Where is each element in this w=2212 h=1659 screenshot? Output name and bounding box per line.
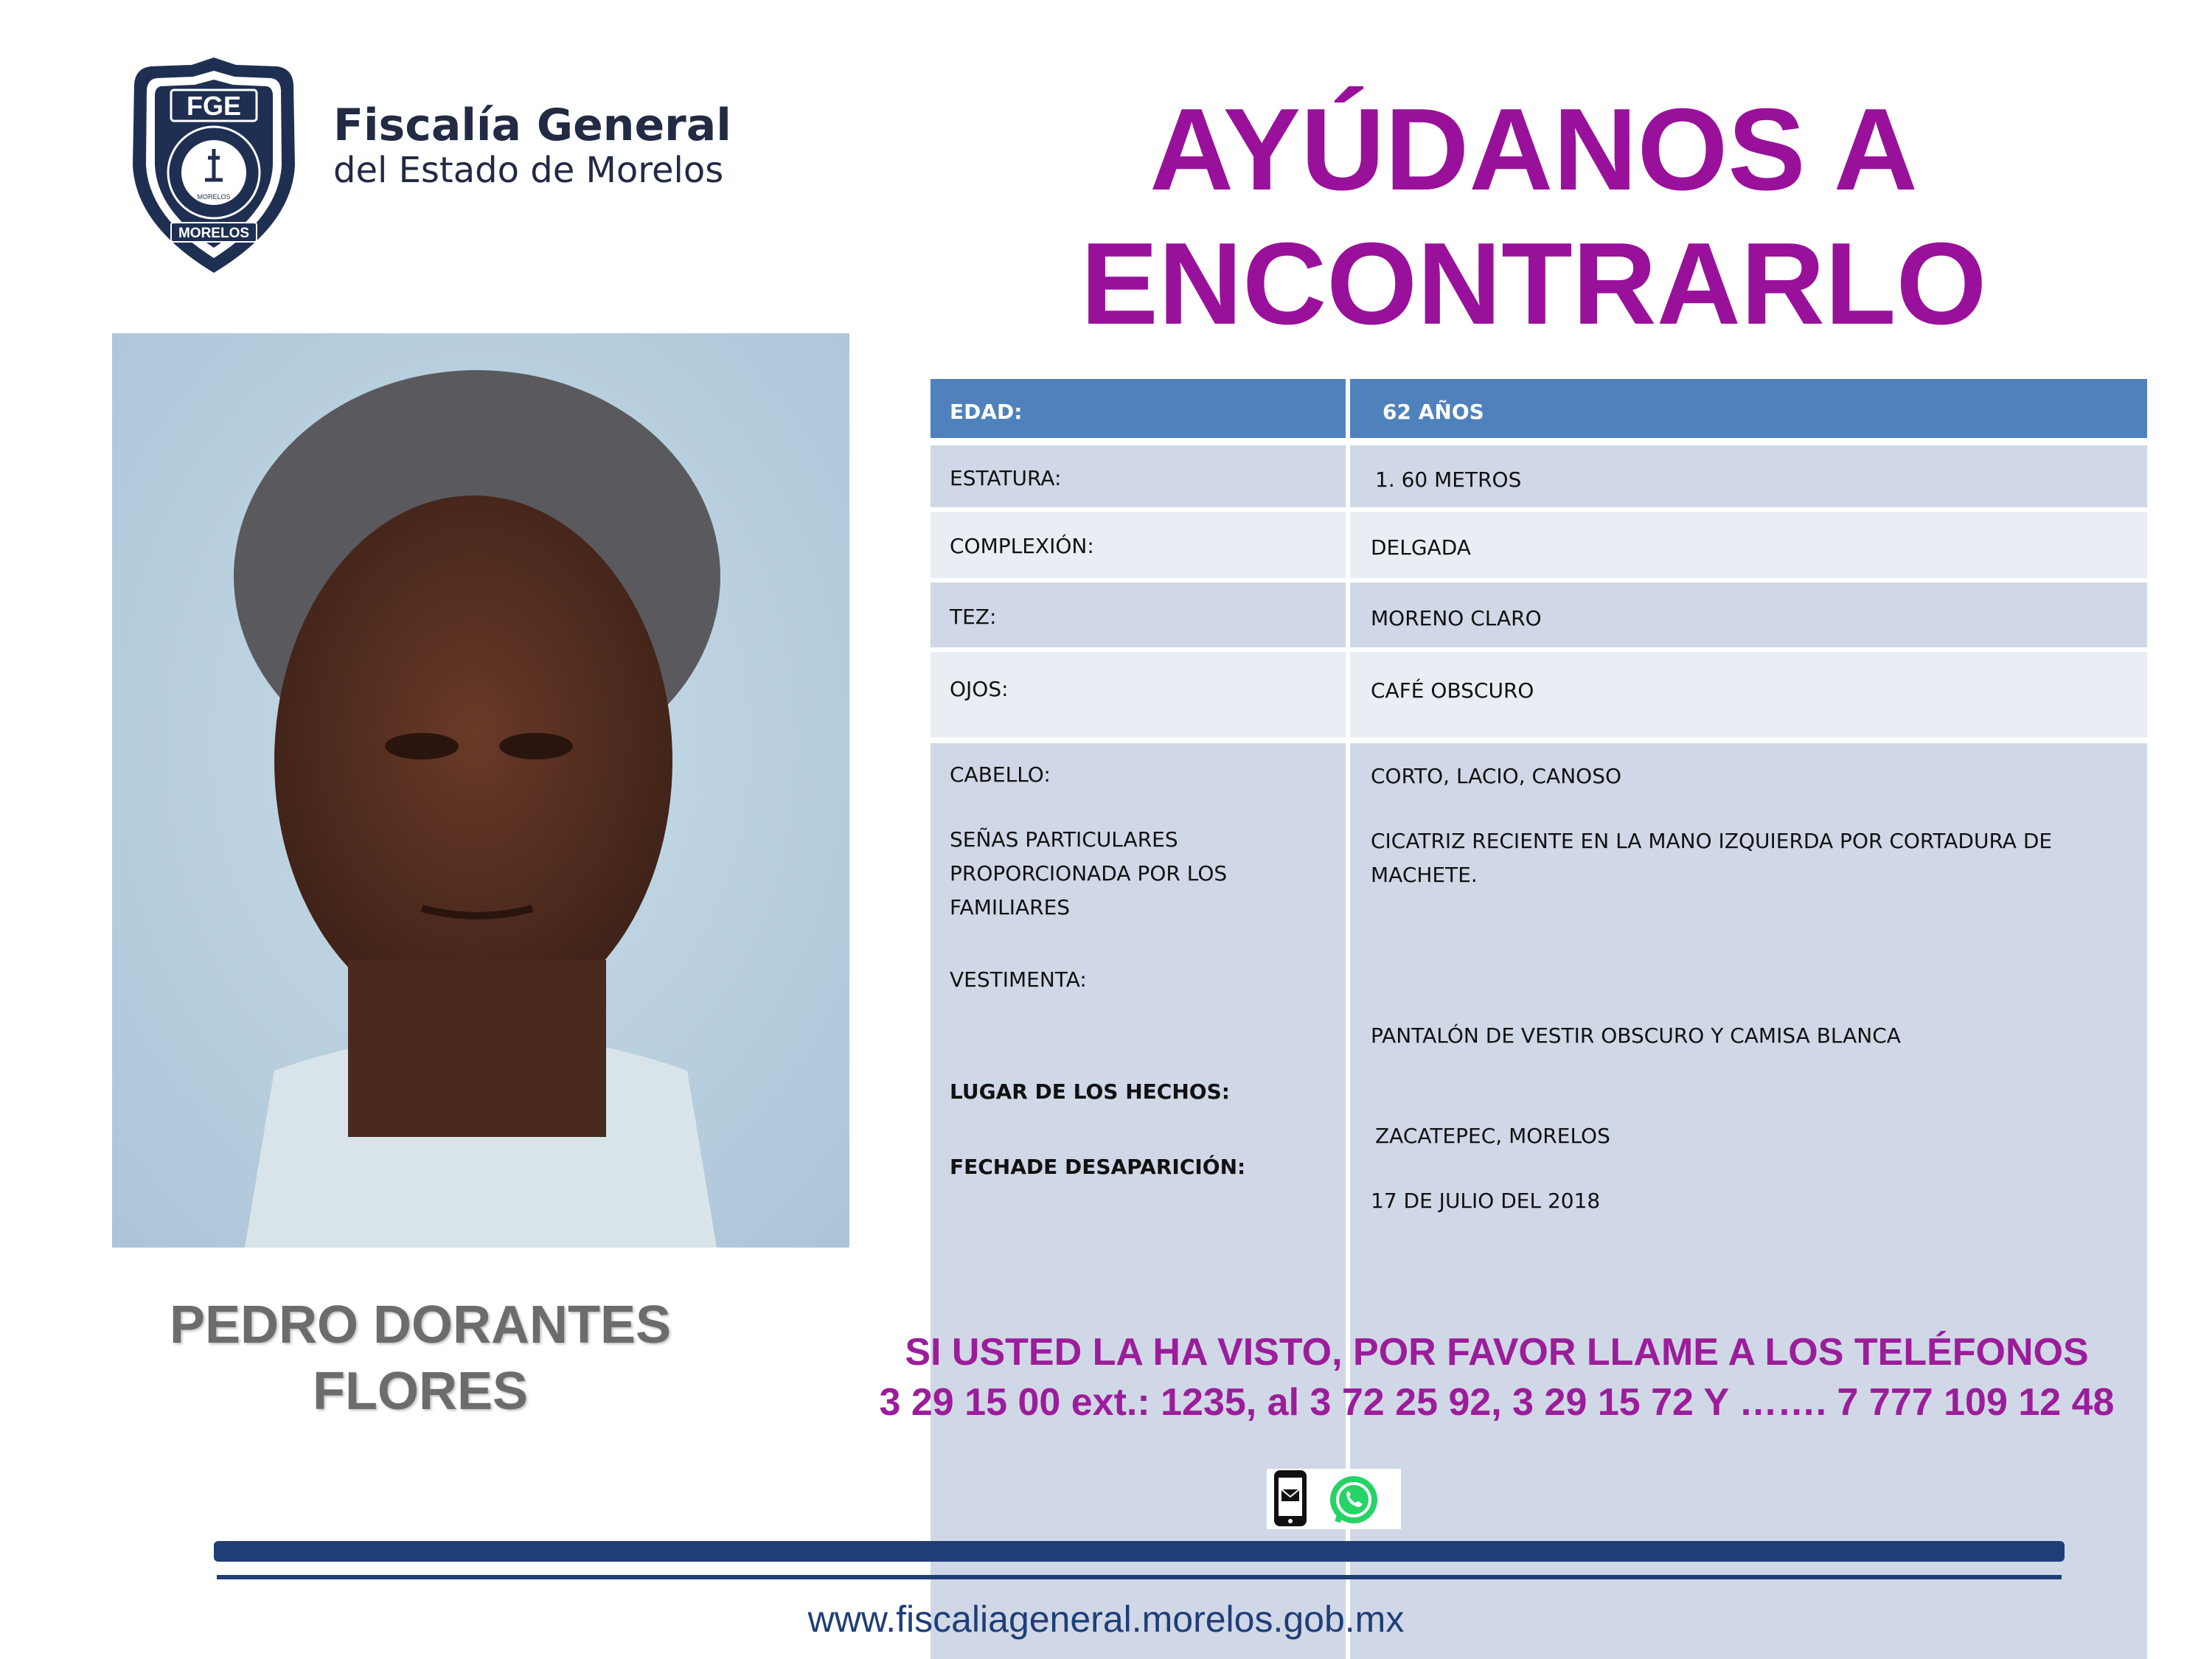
fecha-value: 17 DE JULIO DEL 2018 [1371,1189,1601,1213]
ojos-value: CAFÉ OBSCURO [1350,652,2147,737]
cabello-label: CABELLO: [950,762,1051,787]
complexion-value: DELGADA [1350,512,2147,578]
headline [981,83,2087,351]
details-table [931,379,2147,1659]
footer-divider-thick [214,1541,2065,1562]
person-name [125,1292,715,1425]
vestimenta-value: PANTALÓN DE VESTIR OBSCURO Y CAMISA BLANCA [1371,1023,1901,1048]
row-complexion [931,512,2147,578]
tez-label: TEZ: [931,582,1346,647]
senas-value-1: CICATRIZ RECIENTE EN LA MANO IZQUIERDA POR CORTADURA DE [1371,829,2053,853]
person-name-line2: FLORES [312,1362,528,1421]
ojos-label: OJOS: [931,652,1346,737]
complexion-label: COMPLEXIÓN: [931,512,1346,578]
headline-line1: AYÚDANOS A [1150,85,1918,215]
badge-inner-state: MORELOS [197,193,231,201]
person-name-line1: PEDRO DORANTES [169,1295,672,1354]
estatura-value: 1. 60 METROS [1350,445,2147,507]
badge-text: FGE [186,91,242,121]
org-name-line2: del Estado de Morelos [333,150,724,191]
row-ojos [931,652,2147,737]
headline-line2: ENCONTRARLO [1080,219,1987,349]
appeal-line1: SI USTED LA HA VISTO, POR FAVOR LLAME A LOS TELÉFONOS [905,1331,2089,1374]
org-name [333,102,731,192]
row-tez [931,582,2147,647]
missing-person-photo [112,333,849,1248]
contact-icons [1267,1469,1401,1529]
senas-label-3: FAMILIARES [950,895,1071,919]
tez-value: MORENO CLARO [1350,582,2147,647]
edad-label: EDAD: [931,379,1346,438]
cabello-value: CORTO, LACIO, CANOSO [1371,764,1622,788]
appeal-phone-numbers: 3 29 15 00 ext.: 1235, al 3 72 25 92, 3 29 15 72 Y ……. 7 777 109 12 48 [879,1381,2115,1424]
badge-state: MORELOS [178,226,250,241]
phone-sms-icon [1274,1470,1307,1526]
senas-label-1: SEÑAS PARTICULARES [950,827,1178,852]
org-name-line1: Fiscalía General [333,100,731,151]
row-edad [931,379,2147,438]
row-estatura [931,445,2147,507]
fecha-label: FECHADE DESAPARICIÓN: [950,1155,1246,1179]
row-details-extended [931,743,2147,1659]
senas-value-2: MACHETE. [1371,863,1478,887]
senas-label-2: PROPORCIONADA POR LOS [950,861,1228,886]
lugar-label: LUGAR DE LOS HECHOS: [950,1079,1230,1104]
lugar-value: ZACATEPEC, MORELOS [1375,1124,1610,1148]
vestimenta-label: VESTIMENTA: [950,967,1087,992]
contact-appeal [811,1327,2183,1427]
footer-website: www.fiscaliageneral.morelos.gob.mx [807,1599,1405,1640]
estatura-label: ESTATURA: [931,445,1346,507]
fge-badge-logo [125,55,302,276]
whatsapp-icon [1330,1476,1377,1523]
details-values [1350,743,2147,1659]
footer-divider-thin [217,1575,2062,1579]
edad-value: 62 AÑOS [1350,379,2147,438]
